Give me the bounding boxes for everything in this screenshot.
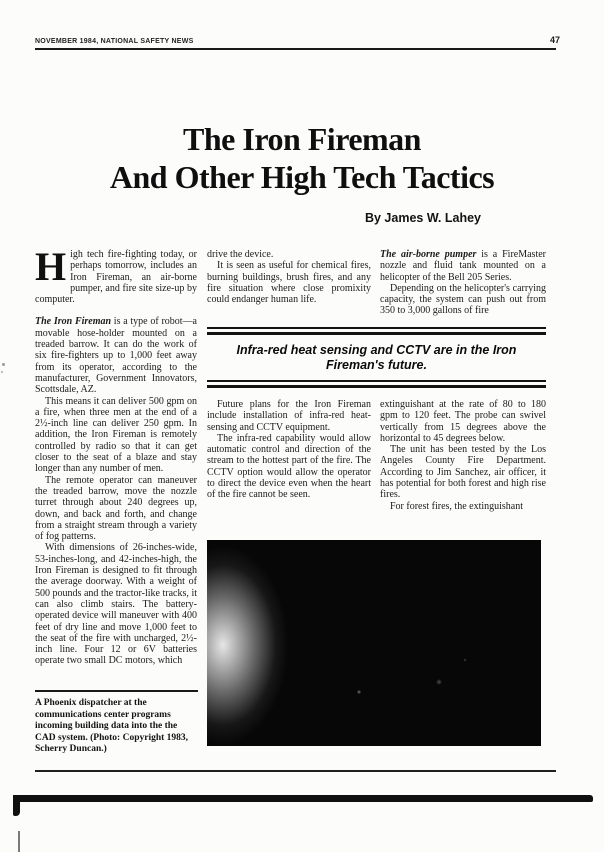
pull-quote-text: Infra-red heat sensing and CCTV are in the Iron Fireman's future. [236, 343, 517, 372]
drop-cap: H [35, 244, 67, 289]
paragraph: Future plans for the Iron Fireman include installation of infra-red heat-sensing and CCTV equipment. [207, 399, 371, 433]
pull-quote-top-rule [207, 327, 546, 335]
column-3-top [380, 249, 546, 317]
title-line-1: The Iron Fireman [183, 121, 421, 157]
paragraph-lead: The Iron Fireman [35, 316, 112, 328]
pull-quote-bottom-rule [207, 380, 546, 388]
paragraph: The unit has been tested by the Los Angeles County Fire Department. According to Jim Sanchez, air officer, it has potential for both forest and high rise fires. [380, 444, 546, 501]
scan-artifact [13, 800, 20, 816]
paragraph-iron-fireman [35, 316, 197, 395]
bottom-rule-thick [13, 795, 593, 802]
paragraph: Depending on the helicopter's carrying capacity, the system can push out from 350 to 3,000 gallons of fire [380, 282, 546, 317]
column-2-bottom [207, 399, 371, 501]
paragraph: It is seen as useful for chemical fires, burning buildings, brush fires, and any fire situation where close promixity could endanger human life. [207, 260, 371, 306]
scan-artifact [1, 371, 3, 373]
paragraph: This means it can deliver 500 gpm on a fire, when three men at the end of a 2½-inch line can deliver 250 gpm. In addition, the Iron Fireman is remotely controlled by radio so that it can get closer to the seat of a blaze and stay longer than any number of men. [35, 395, 197, 475]
paragraph-text: igh tech fire-fighting today, or perhaps tomorrow, includes an Iron Fireman, an air-borne pumper, and fire site size-up by computer. [35, 249, 197, 306]
paragraph-text: is a FireMaster nozzle and fluid tank mounted on a helicopter of the Bell 205 Series. [380, 249, 546, 283]
byline: By James W. Lahey [364, 211, 481, 225]
paragraph: extinguishant at the rate of 80 to 180 gpm to 120 feet. The probe can swivel vertically from 15 degrees above the horizontal to 45 degrees below. [380, 399, 546, 444]
header-rule [35, 48, 556, 50]
issue-line: NOVEMBER 1984, NATIONAL SAFETY NEWS [35, 38, 194, 45]
column-1 [35, 244, 197, 667]
scan-artifact [18, 831, 20, 852]
paragraph: The remote operator can maneuver the treaded barrow, move the nozzle turret through about 240 degrees up, down, and back and forth, and change from a straight stream through a variety of fog patterns. [35, 474, 197, 543]
photo-caption-text: A Phoenix dispatcher at the communications center programs incoming building data into the the CAD system. (Photo: Copyright 1983, Scherry Duncan.) [35, 698, 189, 754]
paragraph-text: is a type of robot—a movable hose-holder mounted on a treaded barrow. It can do the work of six fire-fighters up to 1,000 feet away from its operator, according to the manufacturer, Government Innovators, Scottsdale, AZ. [35, 316, 197, 396]
column-2-top [207, 249, 371, 305]
running-head [35, 35, 560, 45]
column-3-bottom [380, 399, 546, 512]
paragraph: For forest fires, the extinguishant [390, 500, 524, 512]
paragraph: drive the device. [207, 249, 274, 260]
paragraph-airborne-pumper [380, 249, 546, 283]
title-line-2: And Other High Tech Tactics [109, 159, 495, 195]
pull-quote [207, 327, 546, 388]
paragraph: With dimensions of 26-inches-wide, 53-inches-long, and 42-inches-high, the Iron Fireman is designed to fit through the average doorway. With a weight of 500 pounds and the tractor-like tracks, it can also climb stairs. The battery-operated device will maneuver with 400 feet of dry line and move 1,000 feet to the seat of the fire with uncharged, 2½-inch line. Four 12 or 6V batteries operate two small DC motors, which [35, 542, 197, 667]
paragraph: The infra-red capability would allow automatic control and direction of the stream to the hottest part of the fire. The CCTV option would allow the operator to direct the device even when the heart of the fire cannot be seen. [207, 432, 371, 501]
page-number: 47 [549, 35, 560, 45]
article-photo [207, 540, 541, 746]
paragraph-intro [35, 244, 197, 306]
bottom-rule-thin [35, 770, 556, 772]
photo-highlight [207, 540, 541, 746]
article-title [0, 120, 604, 196]
paragraph-lead: The air-borne pumper [380, 249, 477, 260]
caption-rule [35, 690, 198, 692]
photo-caption [35, 690, 198, 756]
scan-artifact [2, 363, 5, 366]
